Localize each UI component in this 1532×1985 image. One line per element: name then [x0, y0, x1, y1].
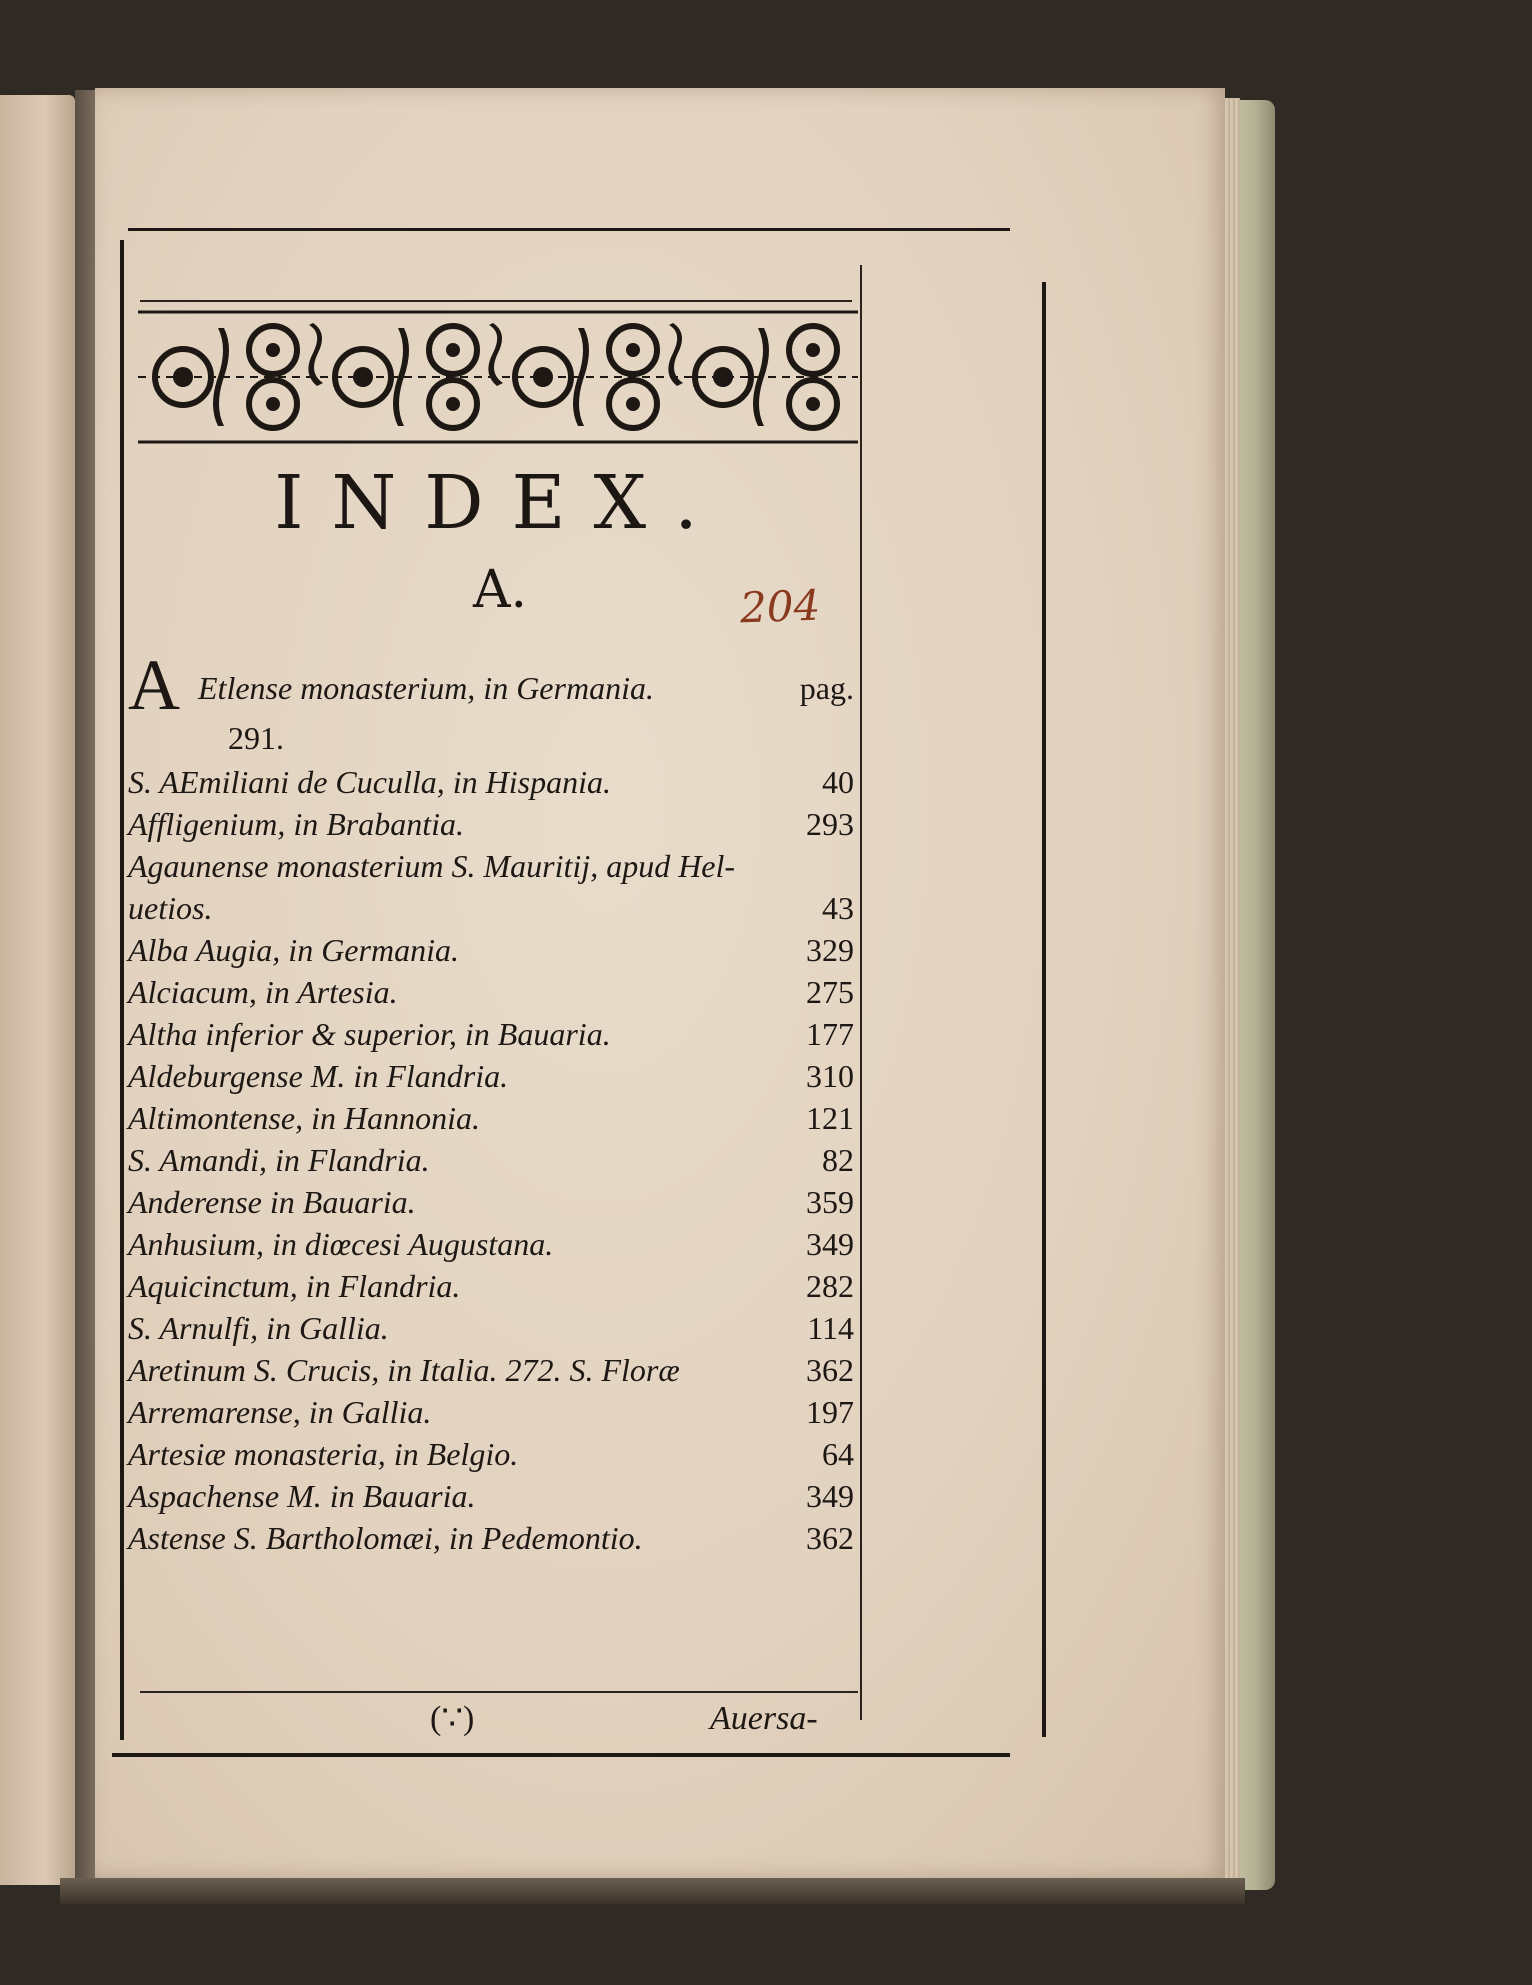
- entry-page: 349: [806, 1478, 854, 1514]
- catchword: Auersa-: [710, 1700, 818, 1737]
- entry-text: 291.: [228, 720, 284, 756]
- entry-text: Aldeburgense M. in Flandria.: [128, 1058, 509, 1094]
- section-letter: A.: [472, 560, 528, 620]
- entry-text: Astense S. Bartholomæi, in Pedemontio.: [128, 1520, 643, 1556]
- index-entry: [128, 761, 862, 803]
- inner-rule-top: [140, 300, 852, 302]
- index-entry: [128, 645, 862, 725]
- entry-text: uetios.: [128, 890, 213, 926]
- index-entry: [128, 717, 862, 761]
- signature-mark: (∵): [430, 1700, 475, 1737]
- book-bottom-edge: [60, 1878, 1245, 1904]
- entry-text: Aquicinctum, in Flandria.: [128, 1268, 461, 1304]
- entry-text: Anhusium, in diœcesi Augustana.: [128, 1226, 554, 1262]
- index-entry: [128, 929, 862, 971]
- index-entry: [128, 1181, 862, 1223]
- entry-text: Alba Augia, in Germania.: [128, 932, 459, 968]
- entry-page: 362: [806, 1352, 854, 1388]
- entry-text: Anderense in Bauaria.: [128, 1184, 416, 1220]
- frame-rule-bottom: [112, 1753, 1010, 1757]
- index-entry: [128, 1223, 862, 1265]
- frame-rule-left: [120, 240, 124, 1740]
- index-entry: [128, 1139, 862, 1181]
- entry-text: Agaunense monasterium S. Mauritij, apud Hel-: [128, 848, 736, 884]
- index-entry: [128, 1055, 862, 1097]
- entry-text: Artesiæ monasteria, in Belgio.: [128, 1436, 519, 1472]
- index-entry: [128, 1097, 862, 1139]
- index-entry: [128, 1307, 862, 1349]
- index-entry: [128, 1349, 862, 1391]
- entry-text: Alciacum, in Artesia.: [128, 974, 398, 1010]
- entry-page: 197: [806, 1394, 854, 1430]
- entry-page: 177: [806, 1016, 854, 1052]
- inner-rule-bottom: [140, 1691, 858, 1693]
- entry-page: 282: [806, 1268, 854, 1304]
- index-entry: [128, 1475, 862, 1517]
- entry-page: 64: [822, 1436, 854, 1472]
- entry-page: 43: [822, 890, 854, 926]
- frame-rule-top: [128, 228, 1010, 231]
- frame-rule-right: [1042, 282, 1046, 1737]
- entry-page: 329: [806, 932, 854, 968]
- entry-text: Arremarense, in Gallia.: [128, 1394, 432, 1430]
- entry-page: 275: [806, 974, 854, 1010]
- entry-text: Altimontense, in Hannonia.: [128, 1100, 480, 1136]
- entry-text: S. Arnulfi, in Gallia.: [128, 1310, 389, 1346]
- index-entry: [128, 1433, 862, 1475]
- index-entry: [128, 1517, 862, 1559]
- entry-page: 310: [806, 1058, 854, 1094]
- entry-text: Aretinum S. Crucis, in Italia. 272. S. Floræ: [128, 1352, 680, 1388]
- handwritten-annotation: 204: [739, 580, 822, 633]
- decorative-headpiece: [138, 308, 858, 446]
- index-entry: [128, 887, 862, 929]
- drop-cap: A: [128, 645, 180, 725]
- entry-text: Affligenium, in Brabantia.: [128, 806, 464, 842]
- entry-text: Aspachense M. in Bauaria.: [128, 1478, 476, 1514]
- entry-page: 121: [806, 1100, 854, 1136]
- entry-page: 349: [806, 1226, 854, 1262]
- entry-page: 114: [807, 1310, 854, 1346]
- index-entries: [128, 645, 862, 1559]
- entry-page: 40: [822, 764, 854, 800]
- facing-page-edge: [0, 95, 75, 1885]
- entry-text: S. AEmiliani de Cuculla, in Hispania.: [128, 764, 611, 800]
- entry-text: Etlense monasterium, in Germania.: [198, 670, 654, 706]
- index-entry: [128, 971, 862, 1013]
- index-entry: [128, 845, 862, 887]
- index-entry: [128, 803, 862, 845]
- entry-page: pag.: [799, 670, 854, 706]
- entry-text: Altha inferior & superior, in Bauaria.: [128, 1016, 611, 1052]
- entry-text: S. Amandi, in Flandria.: [128, 1142, 430, 1178]
- entry-page: 359: [806, 1184, 854, 1220]
- index-entry: [128, 1013, 862, 1055]
- entry-page: 362: [806, 1520, 854, 1556]
- index-entry: [128, 1391, 862, 1433]
- page-title: INDEX.: [274, 460, 726, 546]
- entry-page: 82: [822, 1142, 854, 1178]
- index-entry: [128, 1265, 862, 1307]
- entry-page: 293: [806, 806, 854, 842]
